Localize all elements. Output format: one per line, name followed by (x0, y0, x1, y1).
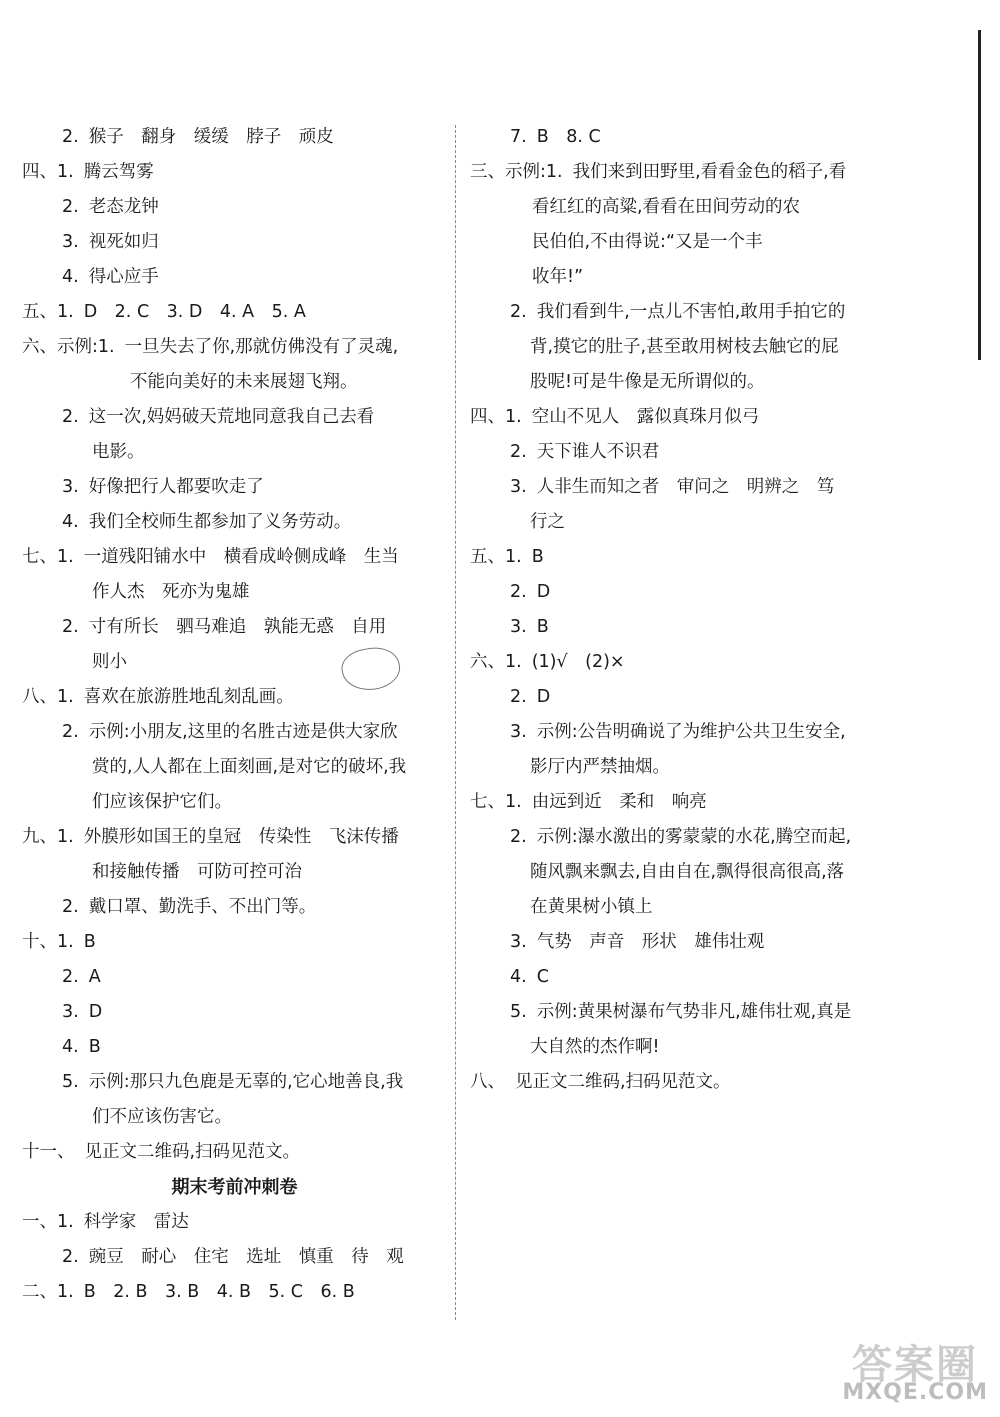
answer-label: 二、1. (22, 1282, 74, 1302)
answer-text: 示例:那只九色鹿是无辜的,它心地善良,我 (88, 1072, 404, 1092)
answer-label: 2. (62, 127, 79, 147)
answer-line (22, 1240, 447, 1275)
answer-label: 十、1. (22, 932, 74, 952)
answer-label: 六、1. (470, 652, 522, 672)
answer-line (470, 260, 890, 295)
answer-label: 九、1. (22, 827, 74, 847)
answer-line (470, 855, 890, 890)
watermark-url: MXQE.COM (842, 1380, 988, 1405)
answer-line (22, 995, 447, 1030)
answer-line (470, 505, 890, 540)
answer-text: 行之 (530, 512, 565, 532)
answer-line (22, 225, 447, 260)
answer-text: 股呢!可是牛像是无所谓似的。 (530, 372, 765, 392)
right-column (470, 120, 890, 1100)
answer-text: 随风飘来飘去,自由自在,飘得很高很高,落 (530, 862, 845, 882)
answer-text: 电影。 (92, 442, 145, 462)
answer-line (470, 715, 890, 750)
answer-text: 不能向美好的未来展翅飞翔。 (130, 372, 358, 392)
answer-label: 2. (62, 197, 79, 217)
answer-text: D (88, 1002, 103, 1022)
answer-text: 我们全校师生都参加了义务劳动。 (88, 512, 352, 532)
answer-line (470, 820, 890, 855)
watermark (828, 1333, 988, 1405)
answer-label: 七、1. (470, 792, 522, 812)
answer-text: 我们看到牛,一点儿不害怕,敢用手拍它的 (536, 302, 846, 322)
answer-label: 4. (510, 967, 527, 987)
answer-line (22, 750, 447, 785)
answer-text: 民伯伯,不由得说:“又是一个丰 (532, 232, 763, 252)
answer-text: 猴子 翻身 缓缓 脖子 顽皮 (88, 127, 334, 147)
answer-label: 2. (510, 442, 527, 462)
answer-line (22, 540, 447, 575)
answer-line (470, 575, 890, 610)
answer-label: 六、示例:1. (22, 337, 115, 357)
answer-label: 一、1. (22, 1212, 74, 1232)
answer-text: 寸有所长 驷马难追 孰能无惑 自用 (88, 617, 387, 637)
answer-line (470, 680, 890, 715)
answer-label: 3. (510, 932, 527, 952)
answer-line (470, 190, 890, 225)
answer-line (470, 400, 890, 435)
answer-text: 一旦失去了你,那就仿佛没有了灵魂, (124, 337, 399, 357)
answer-text: 和接触传播 可防可控可治 (92, 862, 302, 882)
answer-line (470, 785, 890, 820)
answer-text: 好像把行人都要吹走了 (88, 477, 264, 497)
answer-text: 见正文二维码,扫码见范文。 (84, 1142, 301, 1162)
answer-line (22, 1065, 447, 1100)
answer-text: 赏的,人人都在上面刻画,是对它的破坏,我 (92, 757, 407, 777)
answer-line (470, 225, 890, 260)
answer-text: 示例:小朋友,这里的名胜古迹是供大家欣 (88, 722, 398, 742)
answer-text: B 2. B 3. B 4. B 5. C 6. B (83, 1282, 355, 1302)
answer-line (22, 820, 447, 855)
answer-line (22, 470, 447, 505)
answer-line (470, 155, 890, 190)
answer-label: 3. (510, 722, 527, 742)
answer-label: 4. (62, 1037, 79, 1057)
answer-text: 外膜形如国王的皇冠 传染性 飞沫传播 (83, 827, 399, 847)
answer-text: 腾云驾雾 (83, 162, 154, 182)
answer-line (470, 540, 890, 575)
answer-label: 2. (62, 722, 79, 742)
answer-text: B 8. C (536, 127, 601, 147)
answer-text: 则小 (92, 652, 127, 672)
answer-label: 八、 (470, 1072, 505, 1092)
answer-text: 我们来到田野里,看看金色的稻子,看 (572, 162, 847, 182)
answer-line (22, 155, 447, 190)
answer-text: 看红红的高粱,看看在田间劳动的农 (532, 197, 801, 217)
answer-text: 示例:黄果树瀑布气势非凡,雄伟壮观,真是 (536, 1002, 852, 1022)
answer-text: 空山不见人 露似真珠月似弓 (531, 407, 760, 427)
answer-line (470, 365, 890, 400)
answer-text: (1)√ (2)× (531, 652, 625, 672)
answer-text: 天下谁人不识君 (536, 442, 660, 462)
answer-line (22, 1030, 447, 1065)
answer-line (22, 400, 447, 435)
answer-text: 豌豆 耐心 住宅 选址 慎重 待 观 (88, 1247, 404, 1267)
answer-line (22, 1100, 447, 1135)
answer-text: B (83, 932, 96, 952)
answer-text: 大自然的杰作啊! (530, 1037, 660, 1057)
answer-line (470, 120, 890, 155)
answer-text: 示例:公告明确说了为维护公共卫生安全, (536, 722, 846, 742)
answer-text: 收年!” (532, 267, 584, 287)
answer-line (470, 470, 890, 505)
left-column (22, 120, 447, 1310)
answer-text: 视死如归 (88, 232, 159, 252)
answer-line (22, 365, 447, 400)
answer-label: 4. (62, 512, 79, 532)
answer-text: 得心应手 (88, 267, 159, 287)
answer-line (470, 610, 890, 645)
answer-line (22, 260, 447, 295)
answer-line (470, 645, 890, 680)
answer-label: 2. (62, 617, 79, 637)
answer-text: 一道残阳铺水中 横看成岭侧成峰 生当 (83, 547, 399, 567)
answer-label: 3. (510, 617, 527, 637)
answer-label: 5. (62, 1072, 79, 1092)
answer-label: 2. (510, 827, 527, 847)
answer-label: 2. (62, 967, 79, 987)
answer-text: B (88, 1037, 101, 1057)
answer-label: 5. (510, 1002, 527, 1022)
answer-label: 2. (62, 1247, 79, 1267)
answer-text: 们应该保护它们。 (92, 792, 232, 812)
answer-label: 2. (62, 897, 79, 917)
answer-line (22, 120, 447, 155)
answer-text: 科学家 雷达 (83, 1212, 189, 1232)
answer-line (470, 750, 890, 785)
answer-text: 由远到近 柔和 响亮 (531, 792, 707, 812)
answer-text: 人非生而知之者 审问之 明辨之 笃 (536, 477, 835, 497)
answer-line (22, 890, 447, 925)
answer-text: B (536, 617, 549, 637)
answer-line (470, 1065, 890, 1100)
answer-text: A (88, 967, 101, 987)
answer-label: 四、1. (470, 407, 522, 427)
answer-text: 作人杰 死亦为鬼雄 (92, 582, 250, 602)
answer-label: 3. (62, 477, 79, 497)
answer-label: 2. (510, 302, 527, 322)
answer-label: 7. (510, 127, 527, 147)
answer-line (470, 295, 890, 330)
answer-line (470, 995, 890, 1030)
answer-line (22, 1135, 447, 1170)
answer-line (470, 925, 890, 960)
answer-text: D (536, 582, 551, 602)
answer-text: 见正文二维码,扫码见范文。 (515, 1072, 731, 1092)
answer-line (22, 505, 447, 540)
answer-line (22, 1275, 447, 1310)
watermark-logo: 答案圈 (852, 1342, 978, 1388)
answer-text: 背,摸它的肚子,甚至敢用树枝去触它的屁 (530, 337, 839, 357)
answer-label: 2. (510, 687, 527, 707)
answer-line (22, 960, 447, 995)
answer-label: 3. (62, 1002, 79, 1022)
answer-label: 十一、 (22, 1142, 75, 1162)
page-spine-mark (978, 30, 981, 360)
answer-label: 4. (62, 267, 79, 287)
answer-line (22, 785, 447, 820)
answer-line (22, 610, 447, 645)
answer-line (22, 295, 447, 330)
answer-line (22, 715, 447, 750)
answer-label: 2. (62, 407, 79, 427)
answer-label: 3. (62, 232, 79, 252)
answer-text: 影厅内严禁抽烟。 (530, 757, 670, 777)
answer-line (22, 855, 447, 890)
answer-label: 三、示例:1. (470, 162, 563, 182)
answer-line (470, 330, 890, 365)
answer-line (22, 435, 447, 470)
answer-text: D (536, 687, 551, 707)
answer-line (470, 960, 890, 995)
answer-label: 3. (510, 477, 527, 497)
answer-line (22, 925, 447, 960)
answer-line (470, 890, 890, 925)
answer-text: 在黄果树小镇上 (530, 897, 653, 917)
answer-text: 示例:瀑水激出的雾蒙蒙的水花,腾空而起, (536, 827, 852, 847)
answer-line (470, 1030, 890, 1065)
answer-text: 喜欢在旅游胜地乱刻乱画。 (83, 687, 294, 707)
answer-label: 七、1. (22, 547, 74, 567)
answer-label: 2. (510, 582, 527, 602)
answer-text: 们不应该伤害它。 (92, 1107, 232, 1127)
answer-text: 老态龙钟 (88, 197, 159, 217)
answer-line (22, 330, 447, 365)
answer-text: C (536, 967, 549, 987)
column-divider (455, 125, 456, 1320)
answer-text: 这一次,妈妈破天荒地同意我自己去看 (88, 407, 375, 427)
answer-line (22, 575, 447, 610)
answer-text: 戴口罩、勤洗手、不出门等。 (88, 897, 317, 917)
answer-label: 八、1. (22, 687, 74, 707)
answer-label: 四、1. (22, 162, 74, 182)
answer-label: 五、1. (22, 302, 74, 322)
section-title: 期末考前冲刺卷 (171, 1177, 298, 1198)
answer-line (22, 1205, 447, 1240)
answer-label: 五、1. (470, 547, 522, 567)
answer-line (470, 435, 890, 470)
answer-text: 气势 声音 形状 雄伟壮观 (536, 932, 765, 952)
answer-line (22, 190, 447, 225)
answer-text: B (531, 547, 544, 567)
answer-text: D 2. C 3. D 4. A 5. A (83, 302, 306, 322)
